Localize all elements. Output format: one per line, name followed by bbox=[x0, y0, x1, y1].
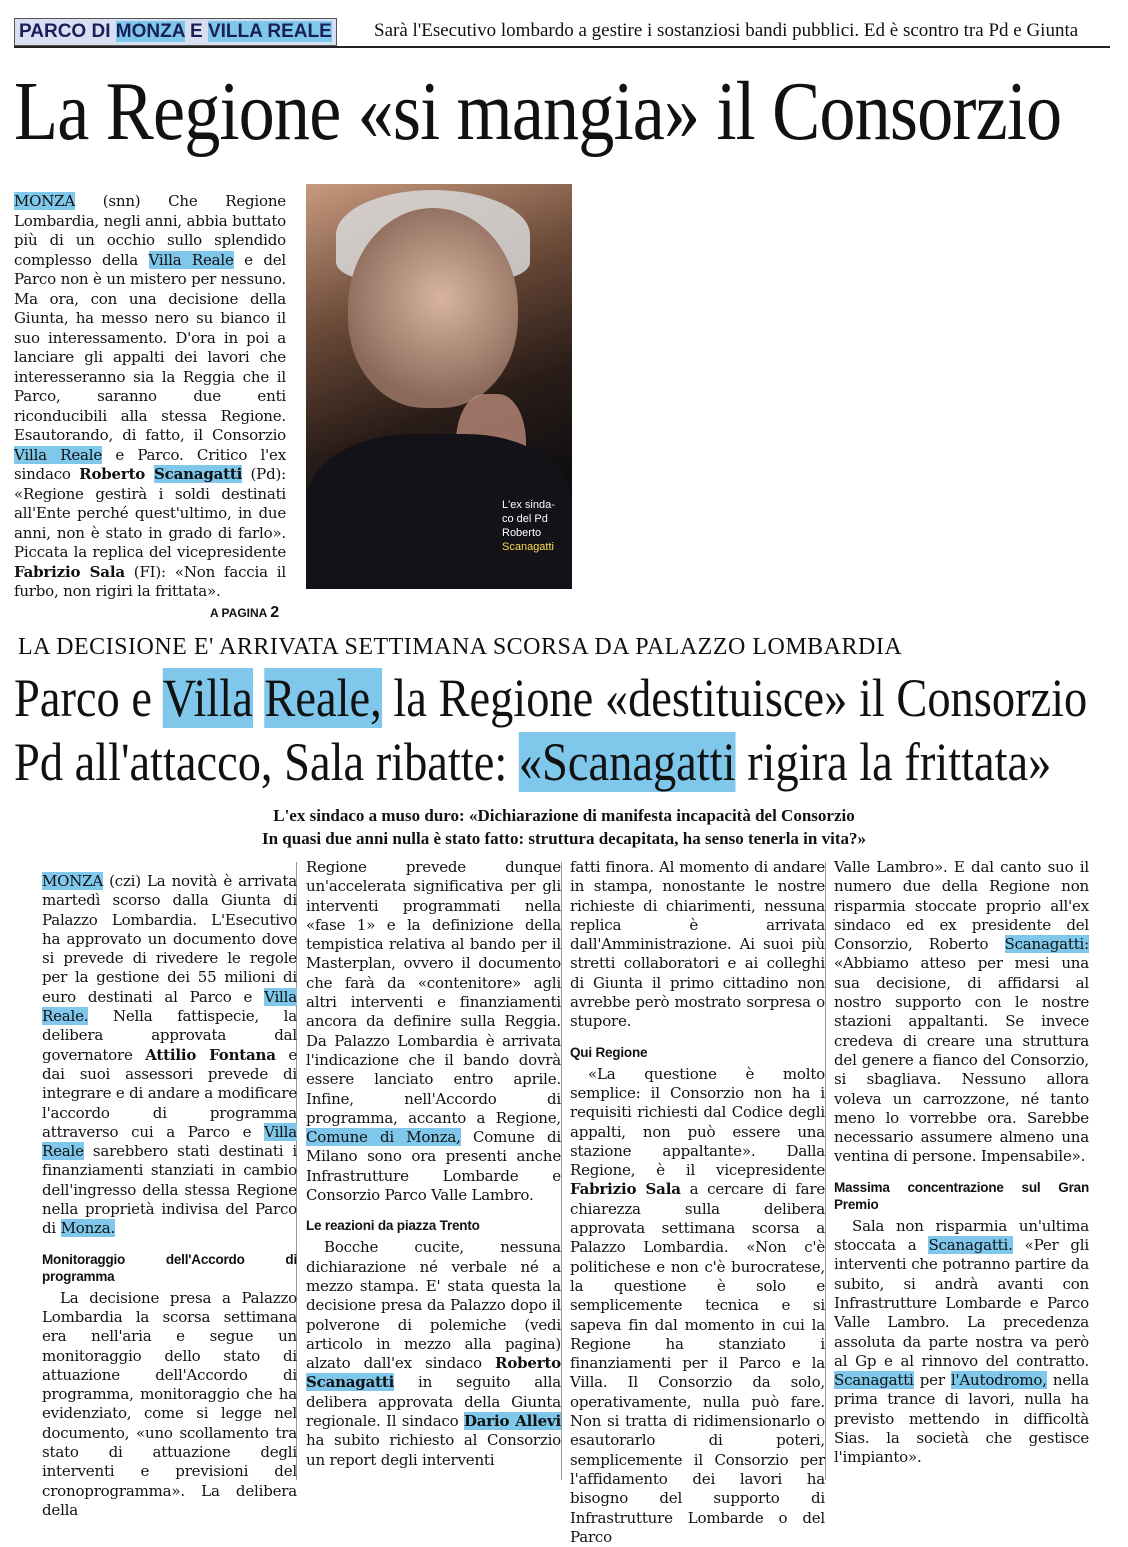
paragraph bbox=[570, 1065, 825, 1547]
section-tag-text: PARCO DI bbox=[19, 21, 116, 42]
title-span: la Regione «destituisce» il Consorzio bbox=[381, 668, 1088, 728]
page-reference[interactable] bbox=[210, 604, 279, 622]
caption-line: L'ex sinda- bbox=[502, 499, 555, 511]
article-title-line2 bbox=[14, 730, 1087, 794]
teaser-highlight: Villa Reale bbox=[148, 250, 234, 269]
bold-name: Fabrizio Sala bbox=[570, 1180, 681, 1199]
main-headline: La Regione «si mangia» il Consorzio bbox=[14, 65, 1062, 158]
text-span: Comune di Milano sono ora presenti anche Infrastrutture Lombarde e Consorzio Parco Valle Lambro. bbox=[306, 1128, 561, 1205]
text-span: Sala non risparmia un'ultima stoccata a bbox=[834, 1216, 1089, 1255]
text-span: Regione prevede dunque un'accelerata significativa per gli interventi programmati nella «fase 1» e la definizione della tempistica relativa al bando per il Masterplan, ovvero il documento che farà da «contenitore» agli altri interventi e finanziamenti ancora da definire sulla Reggia. Da Palazzo Lombardia è arrivata l'indicazione che il bando dovrà essere lanciato entro aprile. Infine, nell'Accordo di programma, accanto a Regione, bbox=[306, 858, 561, 1127]
teaser-bold: Roberto bbox=[79, 465, 155, 483]
text-span: «Per gli interventi che potranno partire da subito, si andrà avanti con Infrastrutture Lombarde e Parco Valle Lambro. La precedenza assoluta da parte nostra va però al Gp e al rinnovo del contratto. bbox=[834, 1236, 1089, 1370]
column-divider bbox=[825, 862, 826, 1480]
photo-shape bbox=[348, 208, 518, 408]
article-summary bbox=[14, 804, 1114, 850]
article-column-1 bbox=[42, 872, 297, 1520]
teaser-span: (FI): «Non faccia il furbo, non rigiri la frittata». bbox=[14, 562, 286, 600]
title-highlight: Reale, bbox=[264, 668, 382, 728]
title-highlight: Villa bbox=[162, 668, 253, 728]
text-span: Bocche cucite, nessuna dichiarazione né verbale né a mezzo stampa. E' stata questa la decisione presa da Palazzo dopo il polverone di polemiche (vedi articolo in mezzo alla pagina) alzato dall'ex sindaco bbox=[306, 1238, 561, 1373]
text-span: e dai suoi assessori prevede di integrare e di andare a modificare l'accordo di programma attraverso cui a Parco e bbox=[42, 1045, 297, 1141]
paragraph bbox=[306, 858, 561, 1205]
highlight: Scanagatti bbox=[306, 1373, 395, 1392]
subheading: Massima concentrazione sul Gran Premio bbox=[834, 1179, 1089, 1212]
bold-name: Attilio Fontana bbox=[145, 1045, 276, 1064]
highlight: Villa Reale. bbox=[42, 987, 297, 1026]
text-span: per bbox=[913, 1371, 951, 1390]
text-span: Valle Lambro». E dal canto suo il numero due della Regione non risparmia stoccate proprio all'ex sindaco ed ex presidente del Consorzio, Roberto bbox=[834, 858, 1089, 954]
article-overline: LA DECISIONE E' ARRIVATA SETTIMANA SCORSA DA PALAZZO LOMBARDIA bbox=[18, 634, 903, 660]
highlight: Villa Reale bbox=[42, 1122, 297, 1161]
page-reference-label: A PAGINA bbox=[210, 606, 271, 620]
highlight: Monza. bbox=[60, 1219, 116, 1238]
highlight: Comune di Monza, bbox=[306, 1128, 461, 1147]
teaser-span: (snn) Che Regione Lombardia, negli anni, abbia buttato più di un occhio sullo splendido complesso della bbox=[14, 192, 286, 269]
kicker-bar bbox=[14, 18, 1110, 48]
paragraph: La decisione presa a Palazzo Lombardia la scorsa settimana era nell'aria e segue un monitoraggio dello stato di attuazione dell'Accordo di programma, monitoraggio che ha evidenziato, come si legge nel documento, «uno scollamento tra stato di attuazione degli interventi e previsioni del cronoprogramma». La delibera della bbox=[42, 1288, 297, 1519]
section-tag-highlight-villa: VILLA REALE bbox=[207, 21, 332, 42]
subheading: Le reazioni da piazza Trento bbox=[306, 1218, 480, 1234]
text-span: «Abbiamo atteso per mesi una sua decisione, di affidarsi al nostro supporto con le nostre stazioni appaltanti. Se invece credeva di creare una struttura del genere a fianco del Consorzio, si sbagliava. Nessuno allora voleva un carrozzone, né tanto meno lo vorrebbe ora. Sarebbe necessario assumere almeno una ventina di persone. Impensabile». bbox=[834, 954, 1089, 1166]
highlight: l'Autodromo, bbox=[950, 1371, 1047, 1390]
teaser-text bbox=[14, 192, 286, 602]
title-span: Parco e bbox=[14, 668, 163, 728]
title-highlight: «Scanagatti bbox=[518, 732, 736, 792]
paragraph bbox=[42, 872, 297, 1239]
photo-caption bbox=[502, 498, 572, 554]
bold-name: Roberto bbox=[495, 1354, 561, 1373]
text-span: ha subito richiesto al Consorzio un report degli interventi bbox=[306, 1431, 561, 1469]
paragraph: fatti finora. Al momento di andare in stampa, nonostante le nostre richieste di chiarimenti, nessuna replica è arrivata dall'Amministrazione. Ai suoi più stretti collaboratori e ai colleghi di Giunta il primo cittadino non avrebbe però mostrato sorpresa o stupore. bbox=[570, 858, 825, 1031]
subheading: Monitoraggio dell'Accordo di programma bbox=[42, 1251, 297, 1284]
teaser-highlight: Scanagatti bbox=[154, 465, 243, 483]
article-column-4 bbox=[834, 858, 1089, 1468]
caption-name: Scanagatti bbox=[502, 541, 554, 553]
teaser-highlight: Villa Reale bbox=[14, 445, 103, 464]
text-span: Nella fattispecie, la delibera approvata dal governatore bbox=[42, 1007, 297, 1064]
column-divider bbox=[561, 862, 562, 1480]
summary-line: L'ex sindaco a muso duro: «Dichiarazione di manifesta incapacità del Consorzio bbox=[273, 806, 855, 825]
text-span: (czi) La novità è arrivata martedì scorso dalla Giunta di Palazzo Lombardia. L'Esecutivo ha approvato un documento dove si prevede di rivedere le regole per la gestione dei 55 milioni di euro destinati al Parco e bbox=[42, 872, 297, 1006]
page-reference-number: 2 bbox=[270, 604, 280, 621]
title-span: Pd all'attacco, Sala ribatte: bbox=[14, 732, 519, 792]
caption-line: Roberto bbox=[502, 527, 542, 539]
text-span: sarebbero stati destinati i finanziamenti stanziati in cambio dell'ingresso della stessa Regione nella proprietà indivisa del Parco di bbox=[42, 1142, 297, 1238]
text-span: a cercare di fare chiarezza sulla delibera approvata settimana scorsa a Palazzo Lombardia. «Non c'è politichese e non c'è burocratese, la questione è solo e semplicemente tecnica e si sapeva fin dal momento in cui la Regione ha stanziato i finanziamenti per il Parco e la Villa. Il Consorzio da solo, operativamente, nulla può fare. Non si tratta di ridimensionarlo o esautorarlo di poteri, semplicemente il Consorzio per l'affidamento dei lavori ha bisogno del supporto di Infrastrutture Lombarde o del Parco bbox=[570, 1180, 826, 1546]
section-tag-text: E bbox=[184, 21, 208, 42]
teaser-span: e Parco. Critico l'ex sindaco bbox=[14, 445, 286, 483]
highlight: Scanagatti. bbox=[928, 1236, 1013, 1255]
text-span: nella prima trance di lavori, nulla ha previsto mettendo in difficoltà Sias. la società che gestisce l'impianto». bbox=[834, 1371, 1089, 1467]
caption-line: co del Pd bbox=[502, 513, 548, 525]
teaser-span: (Pd): «Regione gestirà i soldi destinati all'Ente perché quest'ultimo, in due anni, non è stato in grado di farlo». Piccata la replica del vicepresidente bbox=[14, 465, 286, 561]
title-span: rigira la frittata» bbox=[735, 732, 1052, 792]
kicker-subtitle: Sarà l'Esecutivo lombardo a gestire i sostanziosi bandi pubblici. Ed è scontro tra Pd e Giunta bbox=[374, 20, 1079, 41]
highlight: Dario Allevi bbox=[463, 1412, 561, 1431]
article-column-2 bbox=[306, 858, 561, 1470]
paragraph bbox=[834, 1217, 1089, 1468]
text-span: «La questione è molto semplice: il Consorzio non ha i requisiti richiesti dal Codice degli appalti, non può essere una stazione appaltante». Dalla Regione, è il vicepresidente bbox=[570, 1064, 825, 1180]
summary-line: In quasi due anni nulla è stato fatto: struttura decapitata, ha senso tenerla in vita?» bbox=[261, 829, 866, 848]
paragraph bbox=[306, 1238, 561, 1470]
teaser-span: e del Parco non è un mistero per nessuno. Ma ora, con una decisione della Giunta, ha messo nero su bianco il suo interessamento. D'ora in poi a lanciare gli appalti dei lavori che interesseranno sia la Reggia che il Parco, saranno due enti riconducibili alla stessa Regione. Esautorando, di fatto, il Consorzio bbox=[14, 250, 286, 444]
paragraph bbox=[834, 858, 1089, 1167]
subheading: Qui Regione bbox=[570, 1044, 648, 1060]
article-title-line1 bbox=[14, 666, 1087, 730]
teaser-dateline: MONZA bbox=[14, 192, 76, 210]
highlight: Scanagatti bbox=[834, 1371, 914, 1390]
section-tag-highlight-monza: MONZA bbox=[115, 21, 185, 42]
section-tag bbox=[14, 18, 337, 46]
text-span: in seguito alla delibera approvata della Giunta regionale. Il sindaco bbox=[306, 1373, 561, 1431]
article-column-3 bbox=[570, 858, 825, 1547]
article-title bbox=[14, 666, 1087, 794]
highlight: Scanagatti: bbox=[1004, 935, 1089, 954]
teaser-bold: Fabrizio Sala bbox=[14, 562, 125, 581]
dateline: MONZA bbox=[42, 872, 104, 890]
